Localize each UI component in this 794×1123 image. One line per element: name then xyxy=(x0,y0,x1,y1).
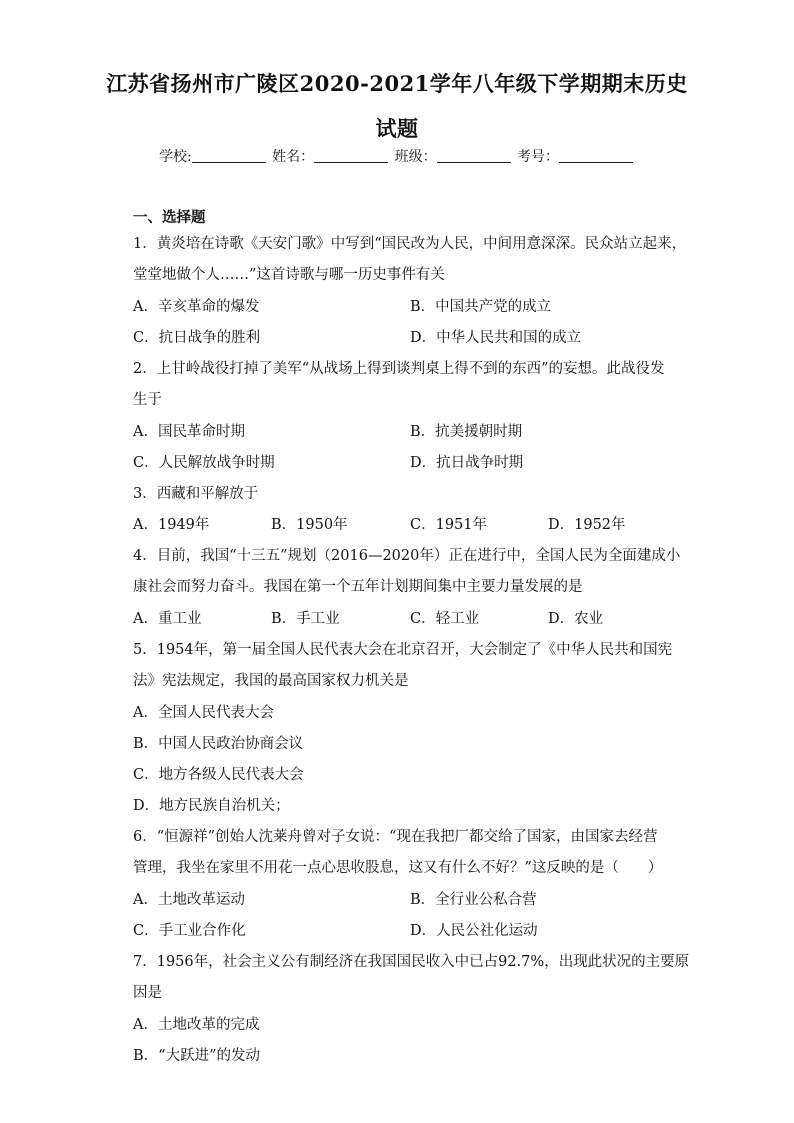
question-6-option-c[interactable]: C．手工业合作化 xyxy=(133,923,246,939)
question-1-stem-line-2: 堂堂地做个人……”这首诗歌与哪一历史事件有关 xyxy=(133,267,445,283)
question-1-stem-line-1: 1．黄炎培在诗歌《天安门歌》中写到“国民改为人民，中间用意深深。民众站立起来， xyxy=(133,236,687,252)
question-1-option-b[interactable]: B．中国共产党的成立 xyxy=(410,299,552,315)
question-4-option-c[interactable]: C．轻工业 xyxy=(410,611,480,627)
class-label: 班级： xyxy=(394,149,437,165)
question-7-option-b[interactable]: B．“大跃进”的发动 xyxy=(133,1048,260,1064)
question-5-option-b[interactable]: B．中国人民政治协商会议 xyxy=(133,736,304,752)
question-2-stem-line-1: 2．上甘岭战役打掉了美军“从战场上得到谈判桌上得不到的东西”的妄想。此战役发 xyxy=(133,361,665,377)
question-1-option-d[interactable]: D．中华人民共和国的成立 xyxy=(410,330,582,346)
question-6-option-d[interactable]: D．人民公社化运动 xyxy=(410,923,538,939)
question-3-stem-line-1: 3．西藏和平解放于 xyxy=(133,486,259,502)
question-3-option-a[interactable]: A．1949年 xyxy=(133,517,210,533)
question-6-stem-line-2: 管理，我坐在家里不用花一点心思收股息，这又有什么不好？”这反映的是（ ） xyxy=(133,860,663,876)
question-4-option-b[interactable]: B．手工业 xyxy=(271,611,340,627)
question-5-option-d[interactable]: D．地方民族自治机关； xyxy=(133,798,290,814)
class-blank[interactable] xyxy=(437,148,511,163)
question-2-option-d[interactable]: D．抗日战争时期 xyxy=(410,455,524,471)
question-6-option-b[interactable]: B．全行业公私合营 xyxy=(410,892,537,908)
question-5-stem-line-2: 法》宪法规定，我国的最高国家权力机关是 xyxy=(133,673,409,689)
question-5-stem-line-1: 5．1954年，第一届全国人民代表大会在北京召开，大会制定了《中华人民共和国宪 xyxy=(133,642,673,658)
question-4-stem-line-2: 康社会而努力奋斗。我国在第一个五年计划期间集中主要力量发展的是 xyxy=(133,579,583,595)
exam-number-blank[interactable] xyxy=(559,148,633,163)
exam-number-label: 考号： xyxy=(517,149,560,165)
question-3-option-c[interactable]: C．1951年 xyxy=(410,517,487,533)
section-heading: 一、选择题 xyxy=(133,209,206,226)
question-2-option-a[interactable]: A．国民革命时期 xyxy=(133,424,245,440)
question-2-stem-line-2: 生于 xyxy=(133,392,162,408)
school-label: 学校: xyxy=(158,149,192,165)
question-3-option-b[interactable]: B．1950年 xyxy=(271,517,348,533)
question-6-stem-line-1: 6．“恒源祥”创始人沈莱舟曾对子女说：“现在我把厂都交给了国家，由国家去经营 xyxy=(133,829,658,845)
question-7-stem-line-2: 因是 xyxy=(133,985,162,1001)
question-1-option-c[interactable]: C．抗日战争的胜利 xyxy=(133,330,261,346)
page-title-continued: 试题 xyxy=(375,116,419,141)
question-1-option-a[interactable]: A．辛亥革命的爆发 xyxy=(133,299,260,315)
question-5-option-c[interactable]: C．地方各级人民代表大会 xyxy=(133,767,304,783)
question-5-option-a[interactable]: A．全国人民代表大会 xyxy=(133,705,274,721)
question-6-option-a[interactable]: A．土地改革运动 xyxy=(133,892,245,908)
question-2-option-c[interactable]: C．人民解放战争时期 xyxy=(133,455,275,471)
question-7-option-a[interactable]: A．土地改革的完成 xyxy=(133,1017,260,1033)
question-4-stem-line-1: 4．目前，我国“十三五”规划（2016—2020年）正在进行中，全国人民为全面建成小 xyxy=(133,548,681,564)
name-blank[interactable] xyxy=(314,148,388,163)
question-7-stem-line-1: 7．1956年，社会主义公有制经济在我国国民收入中已占92.7%，出现此状况的主要原 xyxy=(133,954,690,970)
school-blank[interactable] xyxy=(192,148,266,163)
name-label: 姓名： xyxy=(272,149,315,165)
question-2-option-b[interactable]: B．抗美援朝时期 xyxy=(410,424,523,440)
question-4-option-d[interactable]: D．农业 xyxy=(548,611,604,627)
question-4-option-a[interactable]: A．重工业 xyxy=(133,611,202,627)
question-3-option-d[interactable]: D．1952年 xyxy=(548,517,626,533)
page-title: 江苏省扬州市广陵区2020-2021学年八年级下学期期末历史 xyxy=(106,71,688,96)
student-info-row xyxy=(0,146,794,166)
